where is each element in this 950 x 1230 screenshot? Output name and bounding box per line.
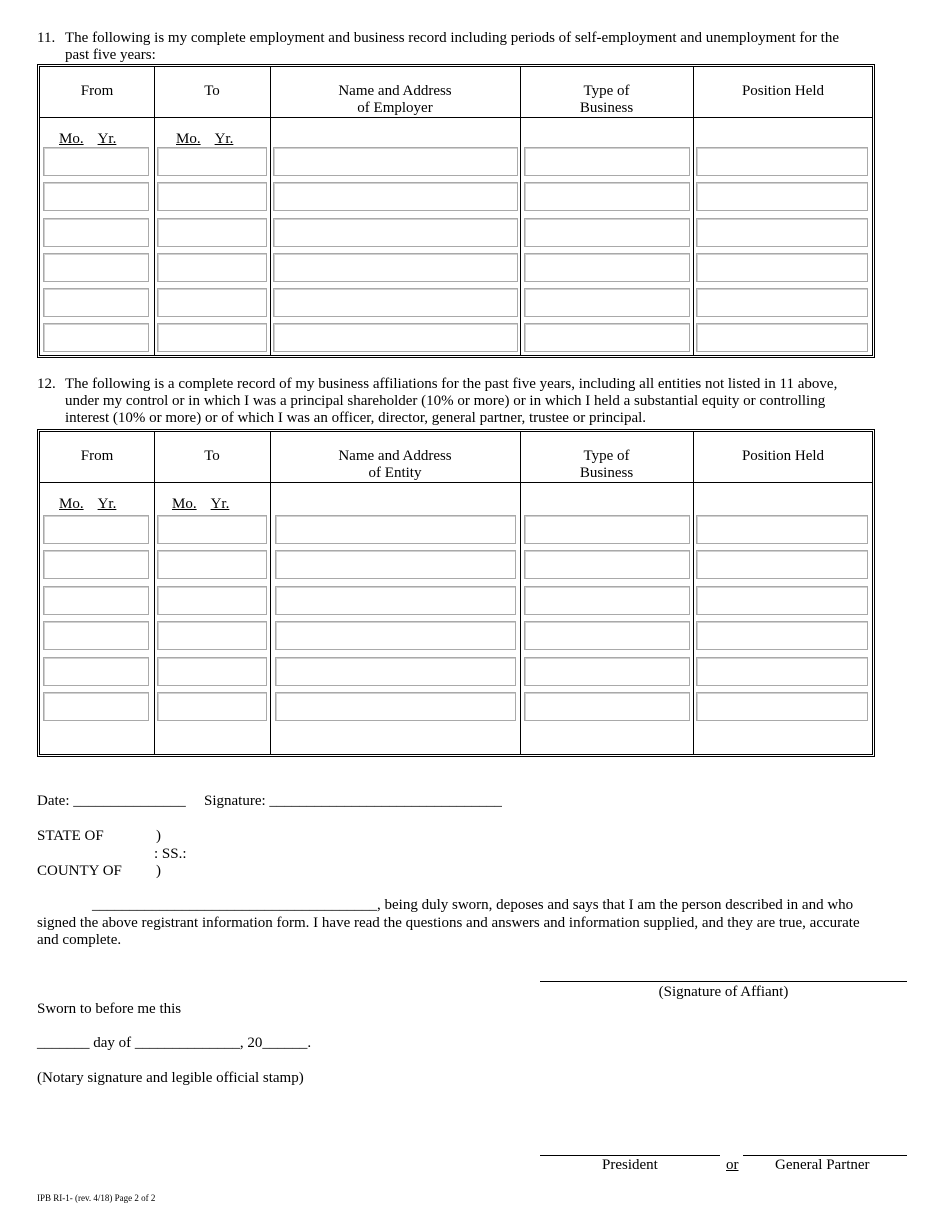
- q12-position-field[interactable]: [696, 657, 868, 686]
- q11-position-field[interactable]: [696, 182, 868, 211]
- q11-header-divider: [40, 117, 872, 118]
- president-label: President: [602, 1157, 658, 1173]
- notary-date-line: _______ day of ______________, 20______.: [37, 1035, 312, 1051]
- q12-header-from: From: [80, 448, 114, 464]
- q11-from-mo-label: Mo.: [59, 131, 84, 147]
- q12-position-field[interactable]: [696, 621, 868, 650]
- form-footer: IPB RI-1- (rev. 4/18) Page 2 of 2: [37, 1193, 156, 1203]
- q12-from-field[interactable]: [43, 586, 149, 615]
- affidavit-line1: [92, 897, 853, 914]
- q11-to-field[interactable]: [157, 288, 267, 317]
- q11-type-field[interactable]: [524, 253, 690, 282]
- state-of-label: STATE OF: [37, 828, 104, 844]
- q12-to-yr-label: Yr.: [210, 496, 230, 512]
- q11-from-field[interactable]: [43, 218, 149, 247]
- q12-entity-field[interactable]: [275, 550, 516, 579]
- q11-position-field[interactable]: [696, 253, 868, 282]
- q11-position-field[interactable]: [696, 218, 868, 247]
- partner-signature-line: [743, 1155, 907, 1156]
- q12-header-name-line2: of Entity: [368, 465, 422, 481]
- q12-from-yr-label: Yr.: [97, 496, 117, 512]
- q12-entity-field[interactable]: [275, 692, 516, 721]
- q12-from-field[interactable]: [43, 692, 149, 721]
- q11-col-divider: [693, 67, 694, 355]
- q11-position-field[interactable]: [696, 147, 868, 176]
- q12-from-mo-label: Mo.: [59, 496, 84, 512]
- q11-employer-field[interactable]: [273, 323, 518, 352]
- q11-employer-field[interactable]: [273, 288, 518, 317]
- q11-position-field[interactable]: [696, 323, 868, 352]
- q11-type-field[interactable]: [524, 288, 690, 317]
- q11-type-field[interactable]: [524, 323, 690, 352]
- q12-position-field[interactable]: [696, 692, 868, 721]
- q11-header-position: Position Held: [741, 83, 825, 99]
- q11-from-moyr: [59, 131, 130, 148]
- q11-col-divider: [154, 67, 155, 355]
- q11-from-yr-label: Yr.: [97, 131, 117, 147]
- date-label: Date: _______________: [37, 793, 186, 809]
- affiant-caption: (Signature of Affiant): [658, 984, 789, 1000]
- signature-label: Signature: _______________________________: [204, 793, 502, 809]
- q11-to-field[interactable]: [157, 182, 267, 211]
- q11-from-field[interactable]: [43, 147, 149, 176]
- q12-col-divider: [693, 432, 694, 754]
- affidavit-line2: signed the above registrant information form. I have read the questions and answers and information supplied, and they are true, accurate: [37, 915, 860, 931]
- q12-from-field[interactable]: [43, 550, 149, 579]
- q12-from-field[interactable]: [43, 657, 149, 686]
- president-signature-line: [540, 1155, 720, 1156]
- q11-employment-table: [37, 64, 875, 358]
- q11-from-field[interactable]: [43, 288, 149, 317]
- q12-header-divider: [40, 482, 872, 483]
- q12-position-field[interactable]: [696, 550, 868, 579]
- q12-to-field[interactable]: [157, 657, 267, 686]
- q12-header-name-line1: Name and Address: [338, 448, 452, 464]
- q12-from-field[interactable]: [43, 515, 149, 544]
- q12-from-field[interactable]: [43, 621, 149, 650]
- q12-type-field[interactable]: [524, 586, 690, 615]
- q11-header-type-line2: Business: [579, 100, 634, 116]
- q12-entity-field[interactable]: [275, 657, 516, 686]
- q11-header-from: From: [80, 83, 114, 99]
- q11-header-name: [270, 83, 520, 117]
- q11-text-line1: The following is my complete employment and business record including periods of self-employment and unemployment for the: [65, 30, 839, 46]
- q12-from-moyr: [59, 496, 130, 513]
- affidavit-line3: and complete.: [37, 932, 122, 948]
- q12-header-to: To: [204, 448, 220, 464]
- q11-type-field[interactable]: [524, 182, 690, 211]
- q12-text-line3: interest (10% or more) or of which I was an officer, director, general partner, trustee or principal.: [65, 410, 647, 426]
- q11-number: 11.: [37, 30, 56, 46]
- q11-header-to: To: [204, 83, 220, 99]
- q11-type-field[interactable]: [524, 147, 690, 176]
- q12-entity-field[interactable]: [275, 586, 516, 615]
- q11-from-field[interactable]: [43, 253, 149, 282]
- q12-to-mo-label: Mo.: [172, 496, 197, 512]
- q12-to-field[interactable]: [157, 621, 267, 650]
- q12-header-type: [520, 448, 693, 482]
- q11-to-mo-label: Mo.: [176, 131, 201, 147]
- county-of-label: COUNTY OF: [37, 863, 122, 879]
- q12-type-field[interactable]: [524, 550, 690, 579]
- affiant-signature-line: [540, 981, 907, 982]
- q12-header-type-line1: Type of: [583, 448, 630, 464]
- q11-to-field[interactable]: [157, 218, 267, 247]
- q11-header-type-line1: Type of: [583, 83, 630, 99]
- q11-to-field[interactable]: [157, 253, 267, 282]
- venue-paren-top: ): [156, 828, 161, 844]
- affiant-name-blank: ______________________________________: [92, 897, 377, 913]
- q12-col-divider: [154, 432, 155, 754]
- q12-position-field[interactable]: [696, 515, 868, 544]
- q12-to-field[interactable]: [157, 515, 267, 544]
- general-partner-label: General Partner: [775, 1157, 870, 1173]
- q11-employer-field[interactable]: [273, 218, 518, 247]
- q11-employer-field[interactable]: [273, 147, 518, 176]
- q12-position-field[interactable]: [696, 586, 868, 615]
- q11-to-yr-label: Yr.: [214, 131, 234, 147]
- or-label: or: [726, 1157, 739, 1173]
- q12-header-name: [270, 448, 520, 482]
- q12-to-field[interactable]: [157, 586, 267, 615]
- venue-paren-bottom: ): [156, 863, 161, 879]
- q12-type-field[interactable]: [524, 515, 690, 544]
- q12-to-moyr: [172, 496, 243, 513]
- q11-to-moyr: [176, 131, 247, 148]
- q11-type-field[interactable]: [524, 218, 690, 247]
- q11-header-name-line2: of Employer: [357, 100, 433, 116]
- q12-number: 12.: [37, 376, 56, 392]
- q12-entity-field[interactable]: [275, 515, 516, 544]
- sworn-label: Sworn to before me this: [37, 1001, 182, 1017]
- q12-affiliations-table: [37, 429, 875, 757]
- notary-stamp-label: (Notary signature and legible official stamp): [37, 1070, 304, 1086]
- q12-to-field[interactable]: [157, 550, 267, 579]
- q11-to-field[interactable]: [157, 323, 267, 352]
- q11-from-field[interactable]: [43, 182, 149, 211]
- q12-text-line2: under my control or in which I was a principal shareholder (10% or more) or in which I held a substantial equity or controlling: [65, 393, 826, 409]
- q11-employer-field[interactable]: [273, 253, 518, 282]
- q11-to-field[interactable]: [157, 147, 267, 176]
- q12-entity-field[interactable]: [275, 621, 516, 650]
- q12-type-field[interactable]: [524, 621, 690, 650]
- q12-header-type-line2: Business: [579, 465, 634, 481]
- q12-to-field[interactable]: [157, 692, 267, 721]
- q12-type-field[interactable]: [524, 657, 690, 686]
- q12-header-position: Position Held: [741, 448, 825, 464]
- q12-text-line1: The following is a complete record of my business affiliations for the past five years, including all entities not listed in 11 above,: [65, 376, 838, 392]
- affidavit-line1-text: , being duly sworn, deposes and says that I am the person described in and who: [377, 897, 854, 913]
- q12-type-field[interactable]: [524, 692, 690, 721]
- q11-header-type: [520, 83, 693, 117]
- q11-position-field[interactable]: [696, 288, 868, 317]
- q11-header-name-line1: Name and Address: [338, 83, 452, 99]
- q11-from-field[interactable]: [43, 323, 149, 352]
- venue-ss: : SS.:: [154, 846, 187, 862]
- q11-text-line2: past five years:: [65, 47, 156, 63]
- q11-employer-field[interactable]: [273, 182, 518, 211]
